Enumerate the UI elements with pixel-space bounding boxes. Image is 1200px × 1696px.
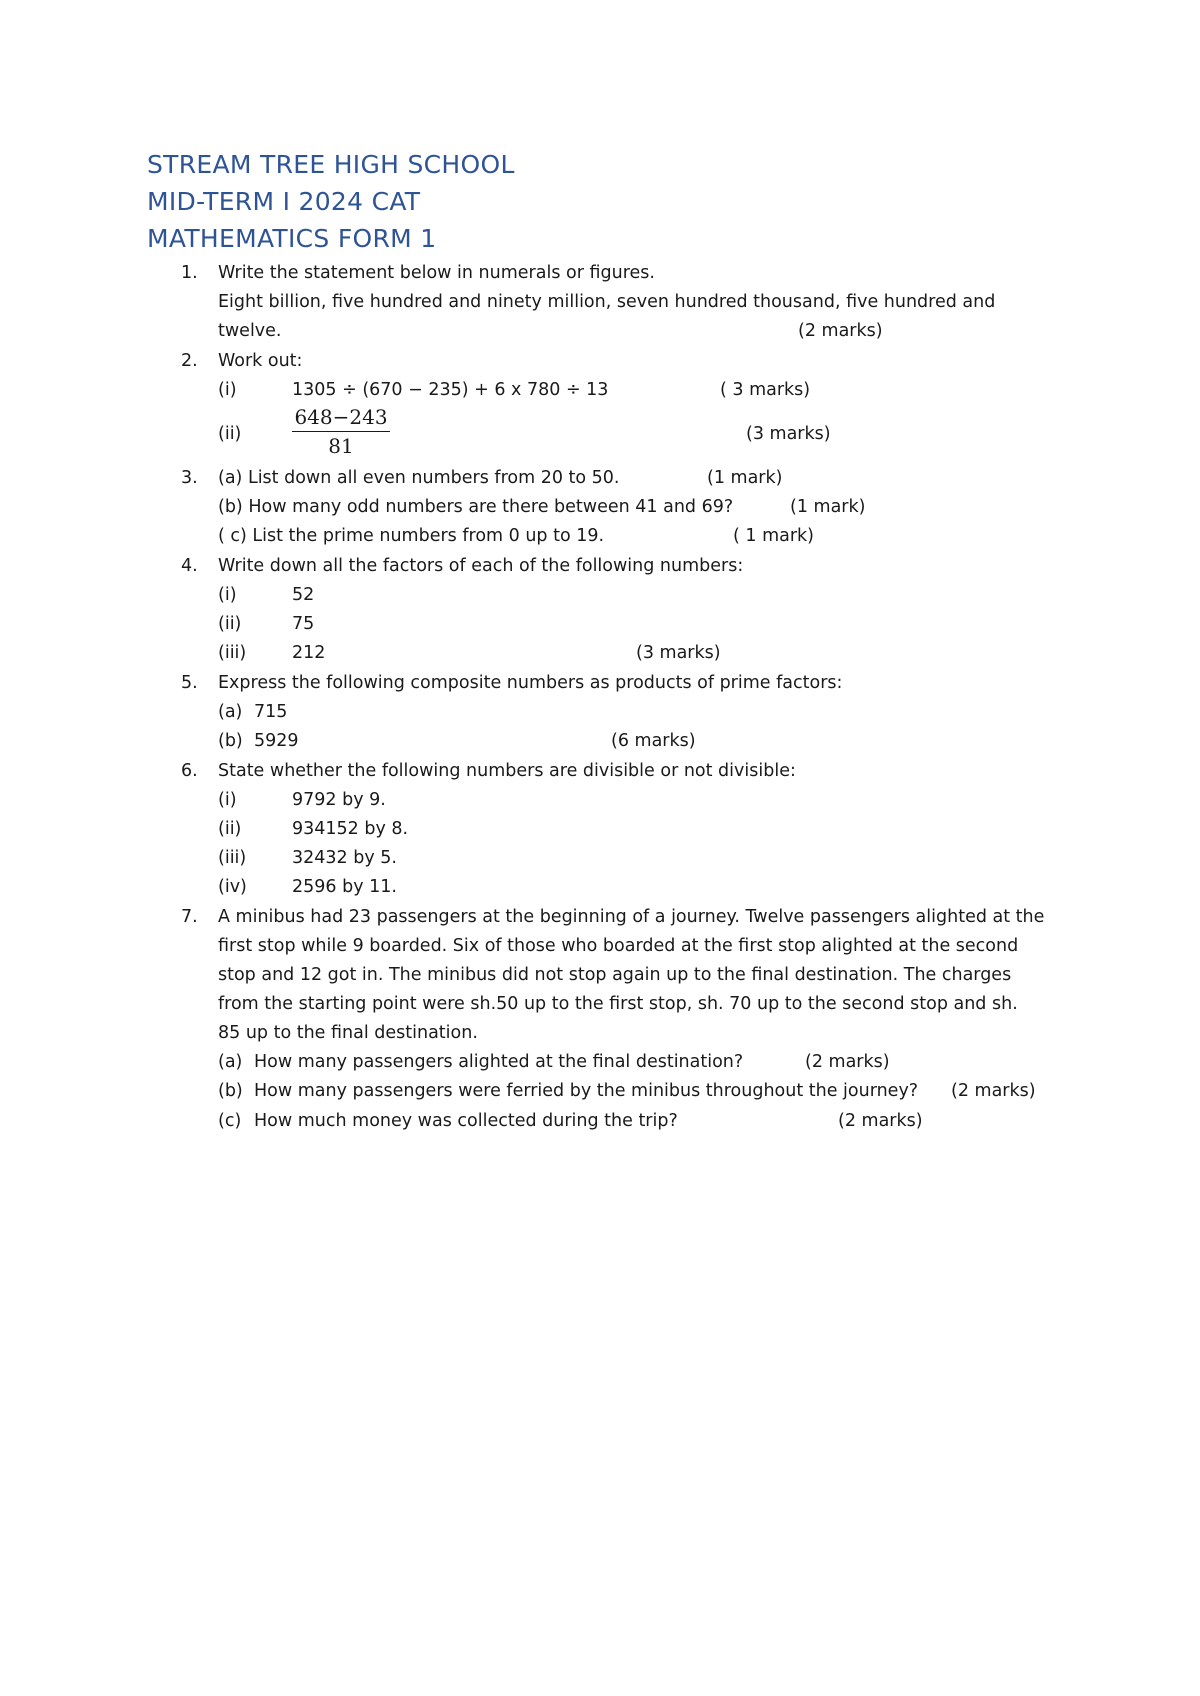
question-number: 4. (181, 556, 198, 576)
question-text: Express the following composite numbers as products of prime factors: (218, 673, 843, 693)
question-text: State whether the following numbers are divisible or not divisible: (218, 761, 796, 781)
sub-label: (a) (218, 702, 243, 722)
question-text: Write the statement below in numerals or figures. (218, 263, 655, 283)
sub-label: (c) (218, 1111, 242, 1131)
question-number: 7. (181, 907, 198, 927)
sub-label: (i) (218, 790, 237, 810)
divisibility-item: 2596 by 11. (292, 877, 397, 897)
question-text-line: stop and 12 got in. The minibus did not stop again up to the final destination. The charges (218, 965, 1012, 985)
expression: 1305 ÷ (670 − 235) + 6 x 780 ÷ 13 (292, 380, 609, 400)
sub-question-c: ( c) List the prime numbers from 0 up to 19. (218, 526, 605, 546)
fraction (292, 405, 390, 458)
marks-label: (1 mark) (790, 497, 866, 517)
question-text-line: from the starting point were sh.50 up to the first stop, sh. 70 up to the second stop and sh. (218, 994, 1018, 1014)
question-text-line: 85 up to the final destination. (218, 1023, 478, 1043)
sub-label: (iii) (218, 643, 247, 663)
divisibility-item: 9792 by 9. (292, 790, 386, 810)
sub-question-text: How many passengers were ferried by the minibus throughout the journey? (254, 1081, 919, 1101)
sub-label: (i) (218, 585, 237, 605)
question-number: 6. (181, 761, 198, 781)
question-number: 3. (181, 468, 198, 488)
question-number: 5. (181, 673, 198, 693)
sub-label: (i) (218, 380, 237, 400)
marks-label: (2 marks) (798, 321, 883, 341)
fraction-denominator: 81 (328, 434, 354, 458)
fraction-numerator: 648−243 (292, 405, 390, 432)
question-text-line: twelve. (218, 321, 282, 341)
number-value: 52 (292, 585, 315, 605)
sub-question-a: (a) List down all even numbers from 20 to 50. (218, 468, 620, 488)
exam-title: MID-TERM I 2024 CAT (147, 187, 421, 216)
marks-label: (2 marks) (838, 1111, 923, 1131)
marks-label: ( 3 marks) (720, 380, 811, 400)
sub-question-b: (b) How many odd numbers are there between 41 and 69? (218, 497, 734, 517)
number-value: 5929 (254, 731, 299, 751)
marks-label: ( 1 mark) (733, 526, 815, 546)
question-text-line: Eight billion, five hundred and ninety million, seven hundred thousand, five hundred and (218, 292, 996, 312)
number-value: 75 (292, 614, 315, 634)
marks-label: (3 marks) (746, 424, 831, 444)
divisibility-item: 32432 by 5. (292, 848, 397, 868)
question-text-line: first stop while 9 boarded. Six of those who boarded at the first stop alighted at the second (218, 936, 1019, 956)
question-text-line: A minibus had 23 passengers at the beginning of a journey. Twelve passengers alighted at the (218, 907, 1045, 927)
sub-label: (iv) (218, 877, 247, 897)
marks-label: (2 marks) (805, 1052, 890, 1072)
marks-label: (1 mark) (707, 468, 783, 488)
question-text: Write down all the factors of each of the following numbers: (218, 556, 744, 576)
question-text: Work out: (218, 351, 303, 371)
question-number: 2. (181, 351, 198, 371)
sub-question-text: How much money was collected during the trip? (254, 1111, 678, 1131)
marks-label: (3 marks) (636, 643, 721, 663)
subject-title: MATHEMATICS FORM 1 (147, 224, 437, 253)
school-name: STREAM TREE HIGH SCHOOL (147, 150, 515, 179)
sub-label: (a) (218, 1052, 243, 1072)
sub-label: (b) (218, 731, 243, 751)
marks-label: (6 marks) (611, 731, 696, 751)
question-number: 1. (181, 263, 198, 283)
number-value: 715 (254, 702, 288, 722)
number-value: 212 (292, 643, 326, 663)
sub-label: (ii) (218, 819, 242, 839)
sub-question-text: How many passengers alighted at the final destination? (254, 1052, 744, 1072)
marks-label: (2 marks) (951, 1081, 1036, 1101)
sub-label: (ii) (218, 424, 242, 444)
sub-label: (ii) (218, 614, 242, 634)
divisibility-item: 934152 by 8. (292, 819, 409, 839)
sub-label: (iii) (218, 848, 247, 868)
sub-label: (b) (218, 1081, 243, 1101)
